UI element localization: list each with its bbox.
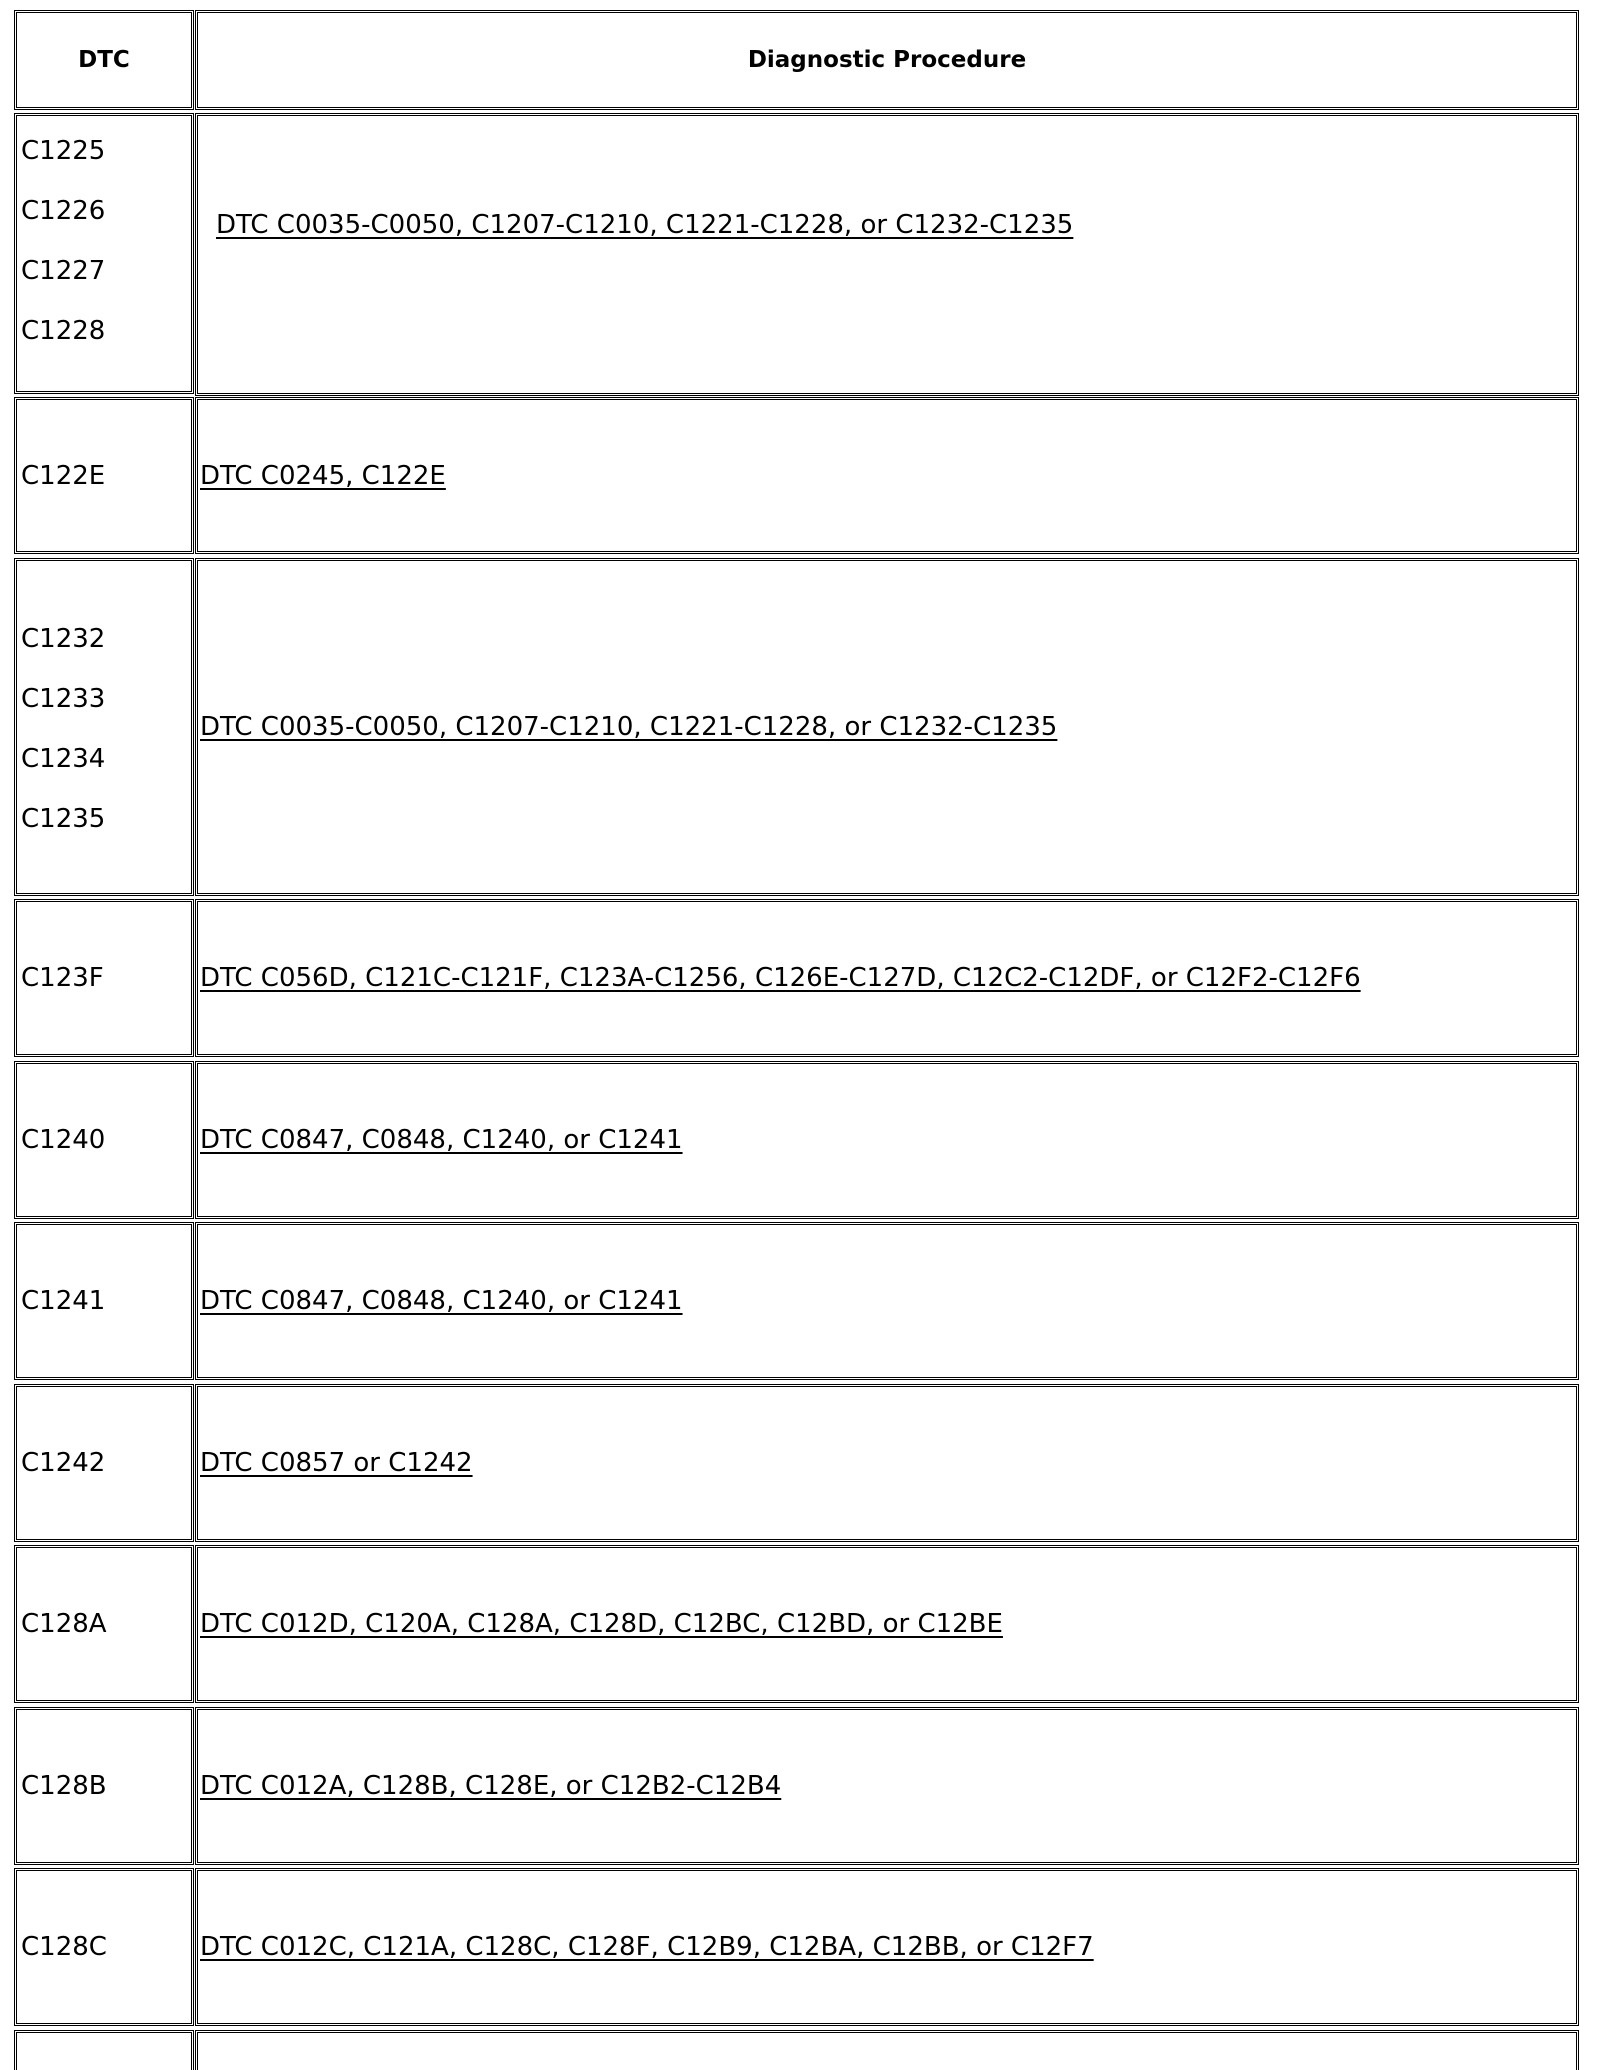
dtc-cell bbox=[14, 1868, 194, 2026]
dtc-cell-partial bbox=[14, 2030, 194, 2070]
procedure-cell bbox=[195, 1384, 1579, 1542]
dtc-code: C128B bbox=[21, 1771, 107, 1801]
dtc-cell bbox=[14, 899, 194, 1057]
dtc-code: C1225 bbox=[21, 136, 106, 166]
procedure-cell bbox=[195, 1868, 1579, 2026]
procedure-link[interactable]: DTC C0245, C122E bbox=[200, 460, 446, 491]
dtc-code: C1241 bbox=[21, 1286, 106, 1316]
header-dtc: DTC bbox=[14, 10, 194, 110]
dtc-code: C1242 bbox=[21, 1448, 106, 1478]
procedure-cell bbox=[195, 113, 1579, 396]
procedure-link[interactable]: DTC C0035-C0050, C1207-C1210, C1221-C1228, or C1232-C1235 bbox=[216, 210, 1074, 240]
procedure-cell bbox=[195, 899, 1579, 1057]
procedure-link[interactable]: DTC C012C, C121A, C128C, C128F, C12B9, C12BA, C12BB, or C12F7 bbox=[200, 1932, 1094, 1962]
dtc-cell bbox=[14, 397, 194, 554]
dtc-cell bbox=[14, 113, 194, 394]
procedure-link[interactable]: DTC C012A, C128B, C128E, or C12B2-C12B4 bbox=[200, 1771, 782, 1801]
dtc-cell bbox=[14, 1061, 194, 1219]
procedure-cell-partial bbox=[195, 2030, 1579, 2070]
dtc-code: C123F bbox=[21, 963, 104, 993]
procedure-cell bbox=[195, 1545, 1579, 1703]
dtc-cell bbox=[14, 1222, 194, 1380]
dtc-code: C1232 bbox=[21, 624, 106, 654]
dtc-code: C1233 bbox=[21, 684, 106, 714]
header-diagnostic-procedure: Diagnostic Procedure bbox=[195, 10, 1579, 110]
procedure-cell bbox=[195, 558, 1579, 896]
dtc-code: C1234 bbox=[21, 744, 106, 774]
dtc-code: C128C bbox=[21, 1932, 107, 1962]
dtc-code: C128A bbox=[21, 1609, 107, 1639]
dtc-code: C1228 bbox=[21, 316, 106, 346]
procedure-link[interactable]: DTC C0035-C0050, C1207-C1210, C1221-C1228, or C1232-C1235 bbox=[200, 712, 1058, 742]
procedure-link[interactable]: DTC C056D, C121C-C121F, C123A-C1256, C126E-C127D, C12C2-C12DF, or C12F2-C12F6 bbox=[200, 963, 1361, 993]
procedure-link[interactable]: DTC C0857 or C1242 bbox=[200, 1448, 473, 1478]
dtc-code: C1235 bbox=[21, 804, 106, 834]
dtc-cell bbox=[14, 1707, 194, 1865]
procedure-link[interactable]: DTC C0847, C0848, C1240, or C1241 bbox=[200, 1286, 683, 1316]
dtc-code: C1240 bbox=[21, 1125, 106, 1155]
procedure-cell bbox=[195, 397, 1579, 554]
dtc-cell bbox=[14, 1545, 194, 1703]
procedure-cell bbox=[195, 1707, 1579, 1865]
dtc-code: C122E bbox=[21, 460, 106, 491]
procedure-link[interactable]: DTC C0847, C0848, C1240, or C1241 bbox=[200, 1125, 683, 1155]
procedure-cell bbox=[195, 1061, 1579, 1219]
procedure-link[interactable]: DTC C012D, C120A, C128A, C128D, C12BC, C12BD, or C12BE bbox=[200, 1609, 1003, 1639]
dtc-code: C1226 bbox=[21, 196, 106, 226]
dtc-cell bbox=[14, 1384, 194, 1542]
procedure-cell bbox=[195, 1222, 1579, 1380]
dtc-code: C1227 bbox=[21, 256, 106, 286]
dtc-cell bbox=[14, 558, 194, 896]
